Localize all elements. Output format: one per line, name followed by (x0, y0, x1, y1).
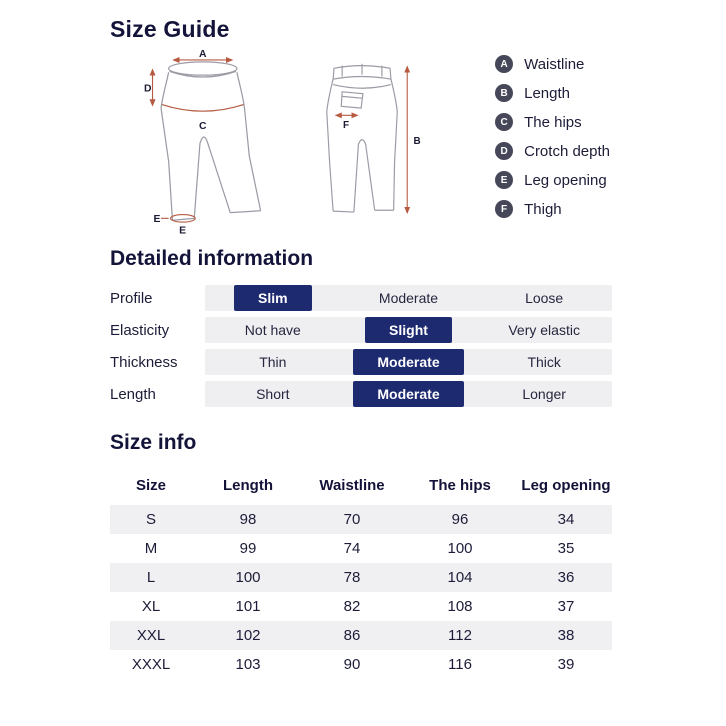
column-header-leg-opening: Leg opening (521, 476, 611, 494)
table-row-m (110, 534, 612, 563)
column-header-length: Length (223, 476, 273, 494)
cell-value: 34 (557, 511, 575, 528)
detail-option: Short (256, 386, 290, 402)
detail-row-length (110, 381, 612, 407)
detail-scale (205, 349, 612, 375)
cell-value: 100 (447, 540, 473, 557)
size-info-table (110, 465, 612, 679)
detail-scale (205, 285, 612, 311)
detail-row-thickness (110, 349, 612, 375)
cell-value: 35 (557, 540, 575, 557)
detail-option: Thick (527, 354, 561, 370)
detailed-information-section (110, 285, 612, 407)
cell-value: 99 (239, 540, 257, 557)
pants-front-diagram (144, 49, 272, 235)
diagram-label-b: B (413, 136, 421, 148)
legend-label: Waistline (524, 55, 585, 73)
legend-label: Crotch depth (524, 142, 610, 160)
legend-label: Length (524, 84, 570, 102)
detail-scale (205, 317, 612, 343)
detail-row-elasticity (110, 317, 612, 343)
diagram-label-f: F (343, 119, 350, 131)
page-title: Size Guide (110, 16, 230, 42)
size-guide-section (110, 47, 610, 247)
detailed-information-title: Detailed information (110, 247, 314, 270)
pants-back-diagram (306, 49, 428, 235)
diagram-label-a: A (198, 49, 207, 61)
table-row-l (110, 563, 612, 592)
cell-value: 104 (447, 569, 473, 586)
diagram-label-c: C (198, 121, 207, 133)
cell-value: 101 (235, 598, 261, 615)
legend-item-thigh (495, 200, 610, 218)
cell-value: 96 (451, 511, 469, 528)
cell-value: 86 (343, 627, 361, 644)
column-header-waistline: Waistline (319, 476, 385, 494)
detail-option: Not have (244, 322, 301, 338)
measurement-legend (495, 55, 610, 229)
table-row-xl (110, 592, 612, 621)
legend-badge-a: A (495, 55, 513, 73)
detail-option-selected: Moderate (353, 349, 463, 375)
detail-label: Profile (110, 289, 153, 307)
cell-value: 112 (448, 627, 472, 644)
legend-label: The hips (524, 113, 582, 131)
detail-option: Very elastic (508, 322, 580, 338)
cell-size: L (146, 569, 156, 586)
legend-item-leg-opening (495, 171, 610, 189)
cell-value: 38 (557, 627, 575, 644)
detail-option: Moderate (378, 290, 439, 306)
legend-badge-f: F (495, 200, 513, 218)
cell-value: 70 (343, 511, 361, 528)
detail-option-selected: Slim (234, 285, 312, 311)
cell-value: 116 (448, 656, 472, 673)
cell-value: 39 (557, 656, 575, 673)
detail-option: Thin (259, 354, 287, 370)
legend-badge-e: E (495, 171, 513, 189)
cell-value: 90 (343, 656, 361, 673)
legend-item-crotch-depth (495, 142, 610, 160)
cell-size: M (144, 540, 158, 557)
diagram-label-e-bottom: E (179, 225, 187, 235)
detail-label: Thickness (110, 353, 178, 371)
detail-label: Length (110, 385, 156, 403)
cell-size: XXL (136, 627, 166, 644)
legend-item-length (495, 84, 610, 102)
cell-size: S (145, 511, 156, 528)
legend-badge-d: D (495, 142, 513, 160)
legend-item-waistline (495, 55, 610, 73)
detail-scale (205, 381, 612, 407)
cell-value: 36 (557, 569, 575, 586)
table-header-row (110, 465, 612, 505)
table-row-xxxl (110, 650, 612, 679)
detail-option: Loose (525, 290, 564, 306)
cell-value: 74 (343, 540, 361, 557)
detail-option: Longer (522, 386, 566, 402)
cell-value: 102 (235, 627, 261, 644)
legend-label: Thigh (524, 200, 562, 218)
detail-option-selected: Moderate (353, 381, 463, 407)
cell-value: 78 (343, 569, 361, 586)
cell-value: 37 (557, 598, 575, 615)
pants-diagram (144, 49, 428, 235)
legend-label: Leg opening (524, 171, 607, 189)
column-header-size: Size (135, 476, 166, 494)
diagram-label-e-side: E (153, 214, 161, 226)
size-info-title: Size info (110, 431, 197, 454)
cell-value: 100 (235, 569, 261, 586)
legend-item-hips (495, 113, 610, 131)
cell-value: 108 (447, 598, 473, 615)
cell-value: 103 (235, 656, 261, 673)
legend-badge-b: B (495, 84, 513, 102)
detail-option-selected: Slight (365, 317, 452, 343)
table-row-xxl (110, 621, 612, 650)
legend-badge-c: C (495, 113, 513, 131)
column-header-hips: The hips (429, 476, 491, 494)
cell-value: 82 (343, 598, 361, 615)
detail-label: Elasticity (110, 321, 170, 339)
cell-size: XL (141, 598, 161, 615)
diagram-label-d: D (144, 83, 152, 95)
table-row-s (110, 505, 612, 534)
cell-size: XXXL (131, 656, 171, 673)
cell-value: 98 (239, 511, 257, 528)
detail-row-profile (110, 285, 612, 311)
